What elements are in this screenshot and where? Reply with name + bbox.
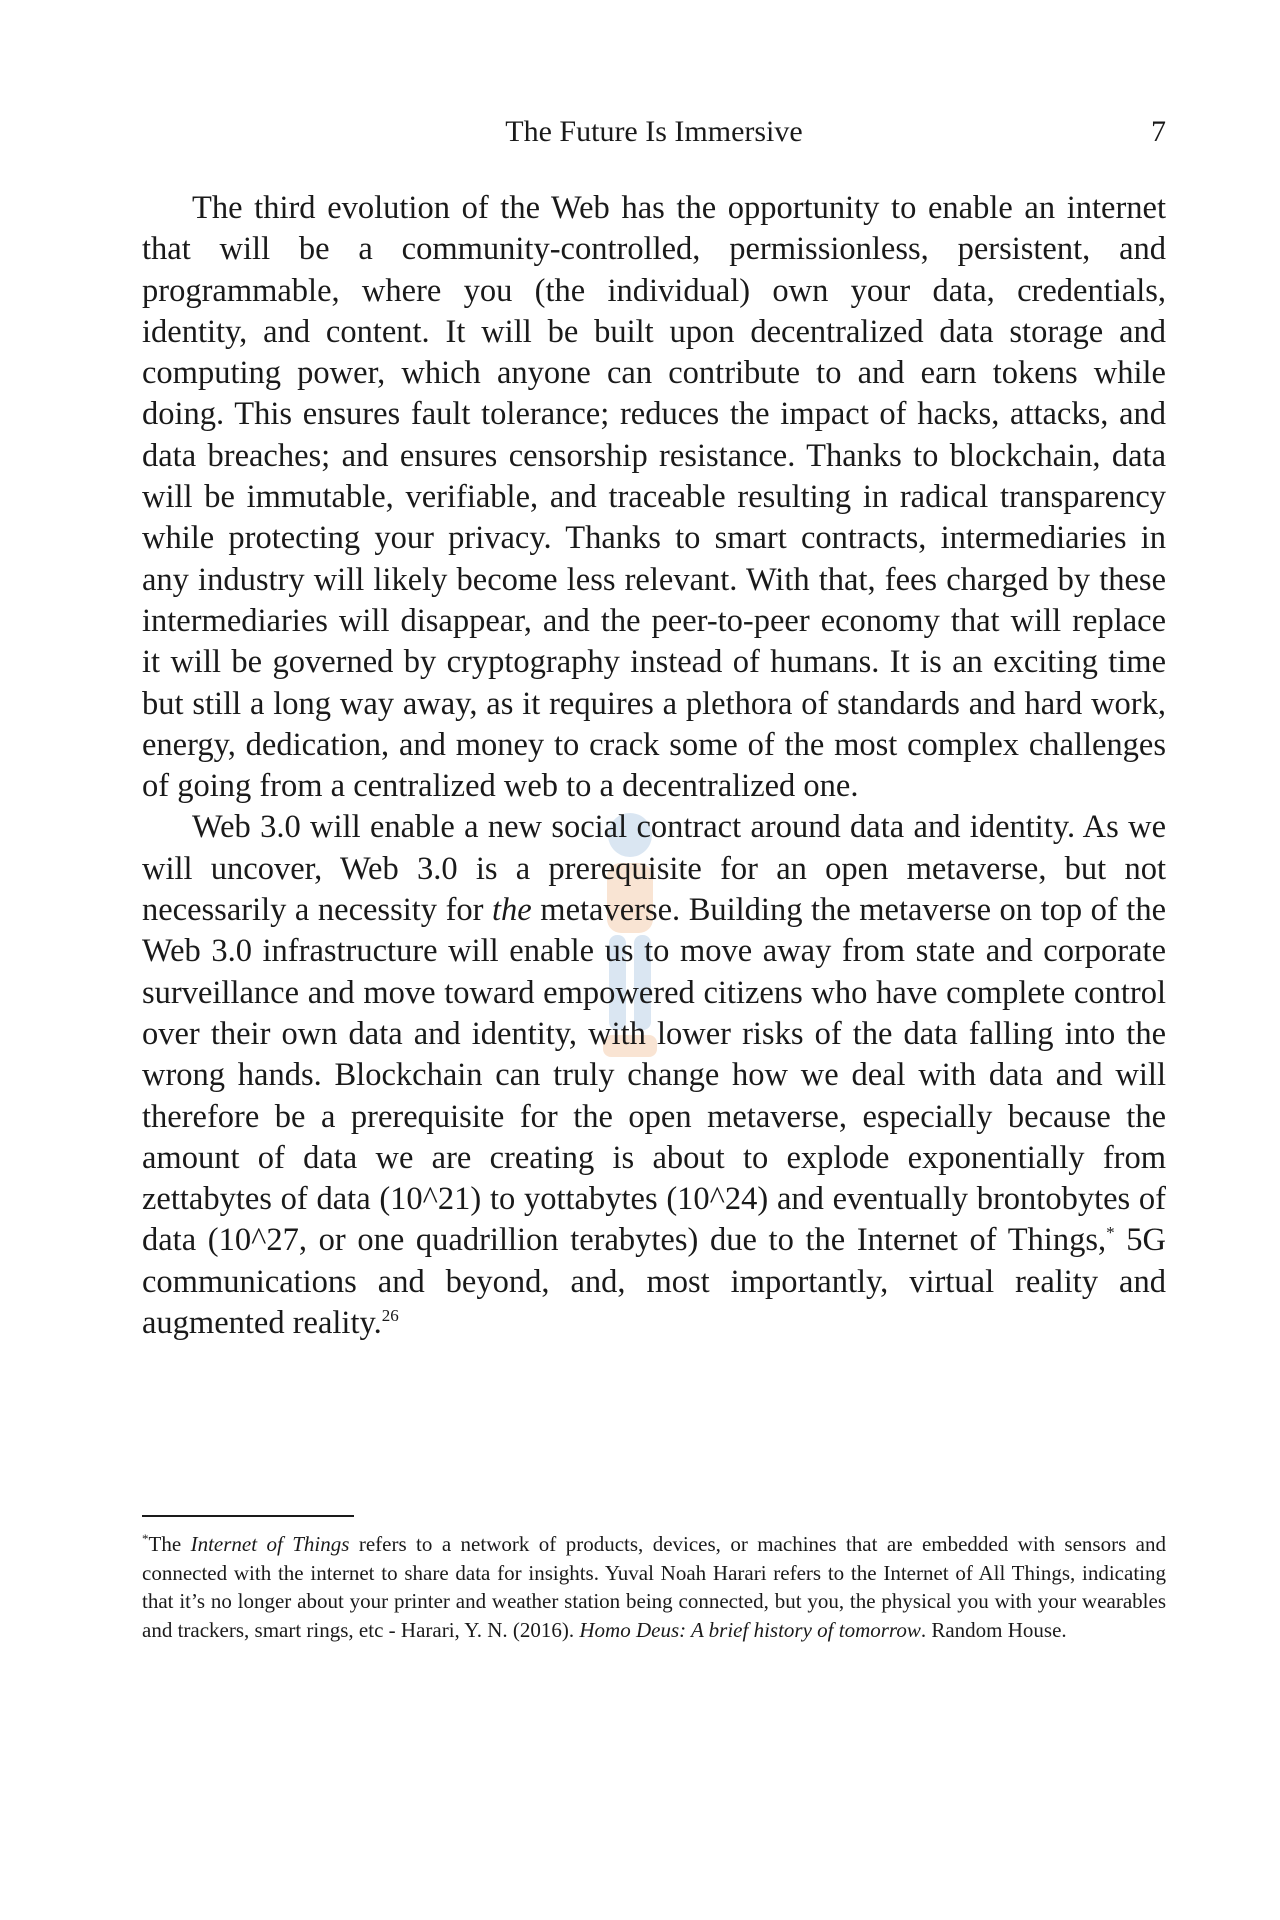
footnote-lead: The [148, 1532, 191, 1556]
page-number: 7 [1151, 115, 1166, 148]
footnote-body: refers to a network of products, devices, or machines that are embedded with sensors and connected with the internet to share data for insights. Yuval Noah Harari refers to the Internet of All Things, indicating that it’s no longer about your printer and weather station being connected, but you, the physical you with your wearables and trackers, smart rings, etc - Harari, Y. N. (2016). [142, 1532, 1166, 1642]
footnote-publisher: . Random House. [920, 1617, 1067, 1642]
paragraph-2-emphasis: the [492, 892, 532, 929]
footnote-divider [142, 1515, 354, 1517]
footnote-marker: * [142, 1531, 149, 1546]
footnote [142, 1530, 1166, 1644]
endnote-reference-number[interactable]: 26 [381, 1306, 399, 1326]
footnote-reference-marker[interactable]: * [1106, 1223, 1115, 1243]
paragraph-2 [142, 807, 1166, 1344]
running-title: The Future Is Immersive [505, 115, 803, 148]
running-header [142, 112, 1166, 152]
paragraph-2-text-b: metaverse. Building the metaverse on top of the Web 3.0 infrastructure will enable us to move away from state and corporate surveillance and move toward empowered citizens who have complete control over their own data and identity, with lower risks of the data falling into the wrong hands. Blockchain can truly change how we deal with data and will therefore be a prerequisite for the open metaverse, especially because the amount of data we are creating is about to explode exponentially from zettabytes of data (10^21) to yottabytes (10^24) and eventually brontobytes of data (10^27, or one quadrillion terabytes) due to the Internet of Things, [142, 892, 1166, 1259]
footnote-book-title: Homo Deus: A brief history of tomorrow [579, 1617, 921, 1642]
paragraph-1: The third evolution of the Web has the opportunity to enable an internet that will be a community-controlled, permissionless, persistent, and programmable, where you (the individual) own your data, credentials, identity, and content. It will be built upon decentralized data storage and computing power, which anyone can contribute to and earn tokens while doing. This ensures fault tolerance; reduces the impact of hacks, attacks, and data breaches; and ensures censorship resistance. Thanks to blockchain, data will be immutable, verifiable, and traceable resulting in radical transparency while protecting your privacy. Thanks to smart contracts, intermediaries in any industry will likely become less relevant. With that, fees charged by these intermediaries will disappear, and the peer-to-peer economy that will replace it will be governed by cryptography instead of humans. It is an exciting time but still a long way away, as it requires a plethora of standards and hard work, energy, dedication, and money to crack some of the most complex challenges of going from a centralized web to a decentralized one. [142, 190, 1166, 805]
footnote-term: Internet of Things [190, 1532, 350, 1556]
paragraph-2-text-c: 5G communications and beyond, and, most importantly, virtual reality and augmented reality. [142, 1222, 1166, 1342]
paragraph-2-text-a: Web 3.0 will enable a new social contract around data and identity. As we will uncover, Web 3.0 is a prerequisite for an open metaverse, but not necessarily a necessity for [142, 809, 1166, 929]
body-text [142, 188, 1166, 1344]
